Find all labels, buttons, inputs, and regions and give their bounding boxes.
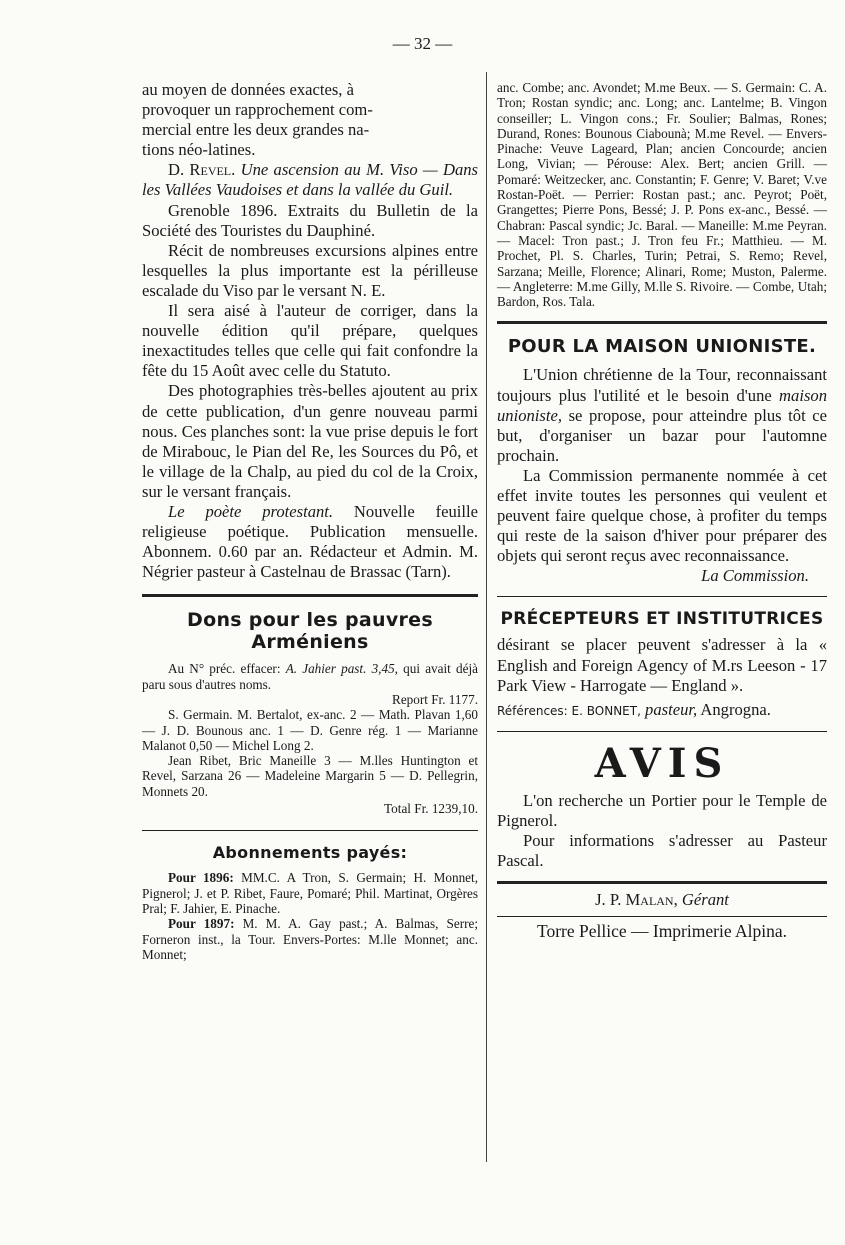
references-role: pasteur,: [640, 699, 698, 719]
revel-publication: Grenoble 1896. Extraits du Bulletin de la Société des Touristes du Dauphiné.: [142, 200, 478, 240]
gerant-role: Gérant: [677, 890, 729, 910]
abonnements-1896-text: MM.C. A Tron, S. Germain; H. Monnet, Pignerol; J. et P. Ribet, Faure, Pomaré; Phil. Martinat, Orgères Pral; F. Jahier, E. Pinache.: [142, 870, 478, 916]
recit-paragraph: Récit de nombreuses excursions alpines entre lesquelles la plus importante est la périlleuse escalade du Viso par le versant N. E.: [142, 240, 478, 300]
abonnements-1896-label: Pour 1896:: [168, 870, 234, 886]
dons-report: Report Fr. 1177.: [392, 691, 478, 707]
abonnements-1897-label: Pour 1897:: [168, 916, 235, 932]
dons-correction-rest: qui avait déjà paru sous d'autres noms.: [142, 661, 478, 692]
intro-line-2: provoquer un rapprochement com-: [142, 100, 373, 120]
section-rule-thin: [497, 916, 827, 917]
dons-correction-lead: Au N° préc. effacer:: [168, 661, 286, 677]
dons-correction-name: A. Jahier past. 3,45,: [285, 661, 398, 677]
avis-paragraph-2: Pour informations s'adresser au Pasteur Pascal.: [497, 831, 827, 871]
maison-paragraph-1: [497, 365, 827, 465]
dons-others: Jean Ribet, Bric Maneille 3 — M.lles Huntington et Revel, Sarzana 26 — Madeleine Margarin 5 — D. Pellegrin, Monnets 20.: [142, 753, 478, 799]
poete-title: Le poète protestant.: [168, 501, 334, 521]
revel-entry: [142, 160, 478, 200]
left-column: [142, 80, 478, 962]
section-rule-thin: [497, 596, 827, 597]
page-number: — 32 —: [392, 34, 453, 53]
maison-paragraph-2: La Commission permanente nommée à cet effet invite toutes les personnes qui veulent et peuvent faire quelque chose, à profiter du temps qui reste de la saison d'hiver pour préparer des objets qui seront reçus avec reconnaissance.: [497, 465, 827, 566]
maison-text-a: L'Union chrétienne de la Tour, reconnaissant toujours plus l'utilité et le besoin d'une: [497, 365, 827, 405]
maison-signature: [497, 566, 827, 586]
section-rule: [142, 594, 478, 597]
gerant-name: J. P. Malan,: [595, 890, 678, 910]
poete-text: Nouvelle feuille religieuse poétique. Publication mensuelle. Abonnem. 0.60 par an. Rédacteur et Admin. M. Négrier pasteur à Castelnau de Brassac (Tarn).: [142, 501, 478, 582]
right-column: [497, 80, 827, 941]
references-name: E. BONNET,: [571, 703, 641, 718]
photos-paragraph: Des photographies très-belles ajoutent au prix de cette publication, d'un genre nouveau parmi nous. Ces planches sont: la vue prise depuis le fort de Mirabouc, le Pian del Re, les Sources du Pô, et le village de la Chalp, au pied du col de la Croix, sur le versant français.: [142, 381, 478, 501]
abonnements-1896: [142, 870, 478, 916]
intro-paragraph: [142, 80, 478, 160]
intro-line-3: mercial entre les deux grandes na-: [142, 120, 370, 140]
poete-entry: [142, 502, 478, 582]
imprimerie-line: Torre Pellice — Imprimerie Alpina.: [536, 921, 788, 942]
section-rule: [497, 321, 827, 324]
precepteurs-heading: PRÉCEPTEURS ET INSTITUTRICES: [500, 609, 824, 630]
column-divider: [486, 72, 487, 1162]
dons-total: Total Fr. 1239,10.: [384, 801, 478, 817]
revel-title: Une ascension au M. Viso — Dans les Vallées Vaudoises et dans la vallée du Guil.: [142, 160, 479, 200]
abonnements-continued: anc. Combe; anc. Avondet; M.me Beux. — S. Germain: C. A. Tron; Rostan syndic; anc. Long; anc. Lantelme; B. Vingon conseiller; L. Vingon cons.; Fr. Soulier; Balmas, Rones; Durand, Rones: Bounous Ciabounà; M.me Revel. — Envers-Pinache: Veuve Lageard, Plan; ancien Concourde; ancien Long, Vivian; — Pérouse: Alex. Bert; ancien Grill. — Pomaré: Weitzecker, anc. Constantin; F. Genre; V. Baret; V.ve Rostan-Poët. — Perrier: Rostan past.; anc. Peyrot; Poët, Grangettes; Pierre Pons, Bessé; J. P. Pons ex-anc., Bessé. — Chabran: Pascal syndic; Jc. Baral. — Maneille: M.me Peyran. — Macel: Tron past.; J. Tron feu Fr.; Matthieu. — M. Prochet, Pl. S. Charles, Turin; Petrai, S. Remo; Revel, Sarzana; Meille, Florence; Alinari, Rome; Muston, Palerme. — Angleterre: M.me Gilly, M.lle S. Rivoire. — Combe, Utah; Bardon, Ros. Tala.: [497, 80, 827, 310]
intro-line-1: au moyen de données exactes, à: [142, 80, 354, 99]
abonnements-1897-text: M. M. A. Gay past.; A. Balmas, Serre; Forneron inst., la Tour. Envers-Portes: M.lle Monnet; anc. Monnet;: [142, 916, 478, 962]
abonnements-heading: Abonnements payés:: [212, 843, 408, 863]
dons-correction: [142, 661, 478, 692]
references-label: Références:: [497, 703, 572, 718]
corriger-paragraph: Il sera aisé à l'auteur de corriger, dans la nouvelle édition qu'il prépare, quelques inexactitudes telles que celle qui fait confondre la fête du 15 Août avec celle du Statuto.: [142, 301, 478, 381]
revel-author: D. Revel.: [168, 160, 236, 180]
avis-paragraph-1: L'on recherche un Portier pour le Temple de Pignerol.: [497, 790, 827, 830]
abonnements-1897: [142, 916, 478, 962]
maison-signature-text: La Commission.: [701, 566, 809, 586]
dons-germain: S. Germain. M. Bertalot, ex-anc. 2 — Math. Plavan 1,60 — J. D. Bounous anc. 1 — D. Genre rég. 1 — Marianne Malanot 0,50 — Michel Long 2.: [142, 707, 478, 753]
dons-heading: Dons pour les pauvres Arméniens: [187, 609, 433, 654]
maison-text-b: se propose, pour atteindre plus tôt ce but, d'organiser un bazar pour l'automne prochain.: [497, 405, 827, 465]
section-rule-thin: [142, 830, 478, 831]
maison-emphasis: maison unioniste,: [497, 385, 827, 425]
avis-heading: AVIS: [594, 739, 730, 787]
gerant-line: [497, 890, 827, 910]
references-place: Angrogna.: [697, 699, 771, 719]
intro-line-4: tions néo-latines.: [142, 140, 256, 160]
section-rule-thin: [497, 731, 827, 732]
maison-heading: POUR LA MAISON UNIONISTE.: [507, 336, 817, 358]
precepteurs-text: désirant se placer peuvent s'adresser à la « English and Foreign Agency of M.rs Leeson - 17 Park View - Harrogate — England ».: [497, 635, 827, 695]
section-rule: [497, 881, 827, 884]
references-line: [497, 700, 827, 721]
